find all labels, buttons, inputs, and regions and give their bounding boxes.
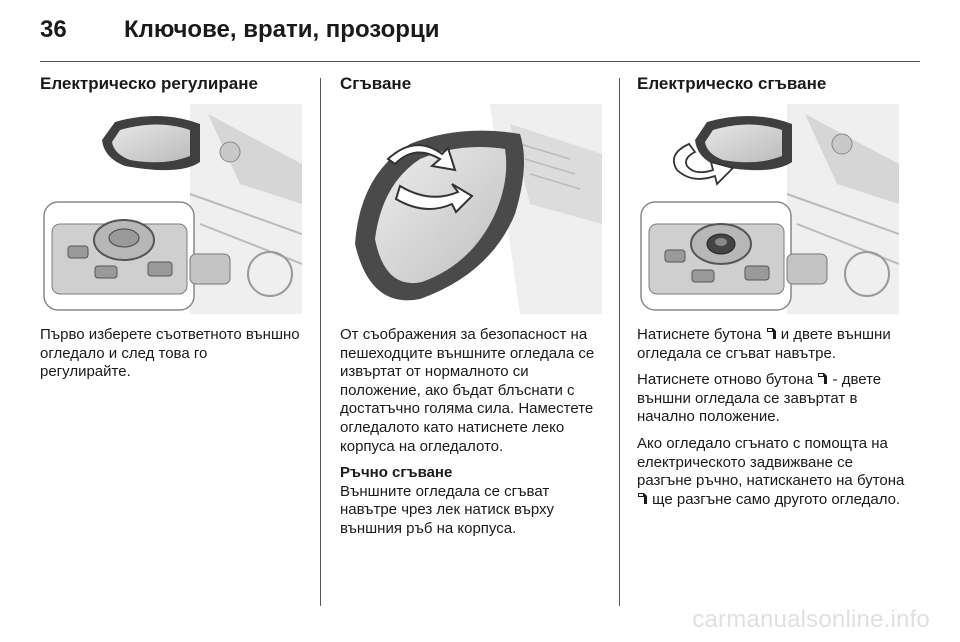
paragraph-press-again — [637, 371, 905, 427]
section-heading-electric-adjustment: Електрическо регулиране — [40, 74, 258, 93]
column-electric-folding — [637, 74, 905, 517]
illustration-mirror-folding — [340, 104, 602, 314]
text: Натиснете отново бутона — [637, 371, 814, 389]
column-electric-adjustment — [40, 74, 302, 390]
page-title: Ключове, врати, прозорци — [124, 16, 440, 43]
text: ще разгъне само другото огледало. — [652, 490, 901, 508]
illustration-electric-folding — [637, 104, 899, 314]
paragraph-press-button — [637, 326, 905, 363]
column-divider-2 — [619, 78, 620, 606]
paragraph: От съображения за безопасност на пешеходците външните огледала се извъртат от нормалното си положение, ако бъдат блъснати с достатъчно голяма сила. Наместете огледалото като натиснете леко корпуса на огледалото. — [340, 326, 595, 455]
mirror-fold-button-icon — [766, 327, 777, 340]
page-number: 36 — [40, 16, 67, 43]
mirror-fold-button-icon — [637, 492, 648, 505]
text: Натиснете бутона — [637, 326, 762, 343]
text: - двете външни огледала се завъртат в начално положение. — [637, 371, 882, 426]
section-body-electric-folding — [637, 326, 905, 509]
section-body-electric-adjustment — [40, 326, 302, 382]
text: Ако огледало сгънато с помощта на електрическото задвижване се разгъне ръчно, натискането на бутона — [637, 434, 905, 490]
column-folding — [340, 74, 604, 547]
mirror-fold-button-icon — [817, 372, 828, 385]
paragraph-manual-unfold — [637, 435, 905, 509]
column-divider-1 — [320, 78, 321, 606]
text: и двете външни огледала се сгъват навътре. — [637, 326, 891, 362]
section-heading-folding: Сгъване — [340, 74, 412, 93]
header-rule — [40, 61, 920, 62]
illustration-mirror-adjustment — [40, 104, 302, 314]
section-body-folding — [340, 326, 604, 539]
paragraph: Външните огледала се сгъват навътре чрез лек натиск върху външния ръб на корпуса. — [340, 482, 555, 537]
section-heading-electric-folding: Електрическо сгъване — [637, 74, 827, 93]
watermark: carmanualsonline.info — [692, 606, 930, 633]
paragraph: Първо изберете съответното външно огледало и след това го регулирайте. — [40, 326, 300, 381]
subsection-heading-manual-folding: Ръчно сгъване — [340, 464, 453, 482]
